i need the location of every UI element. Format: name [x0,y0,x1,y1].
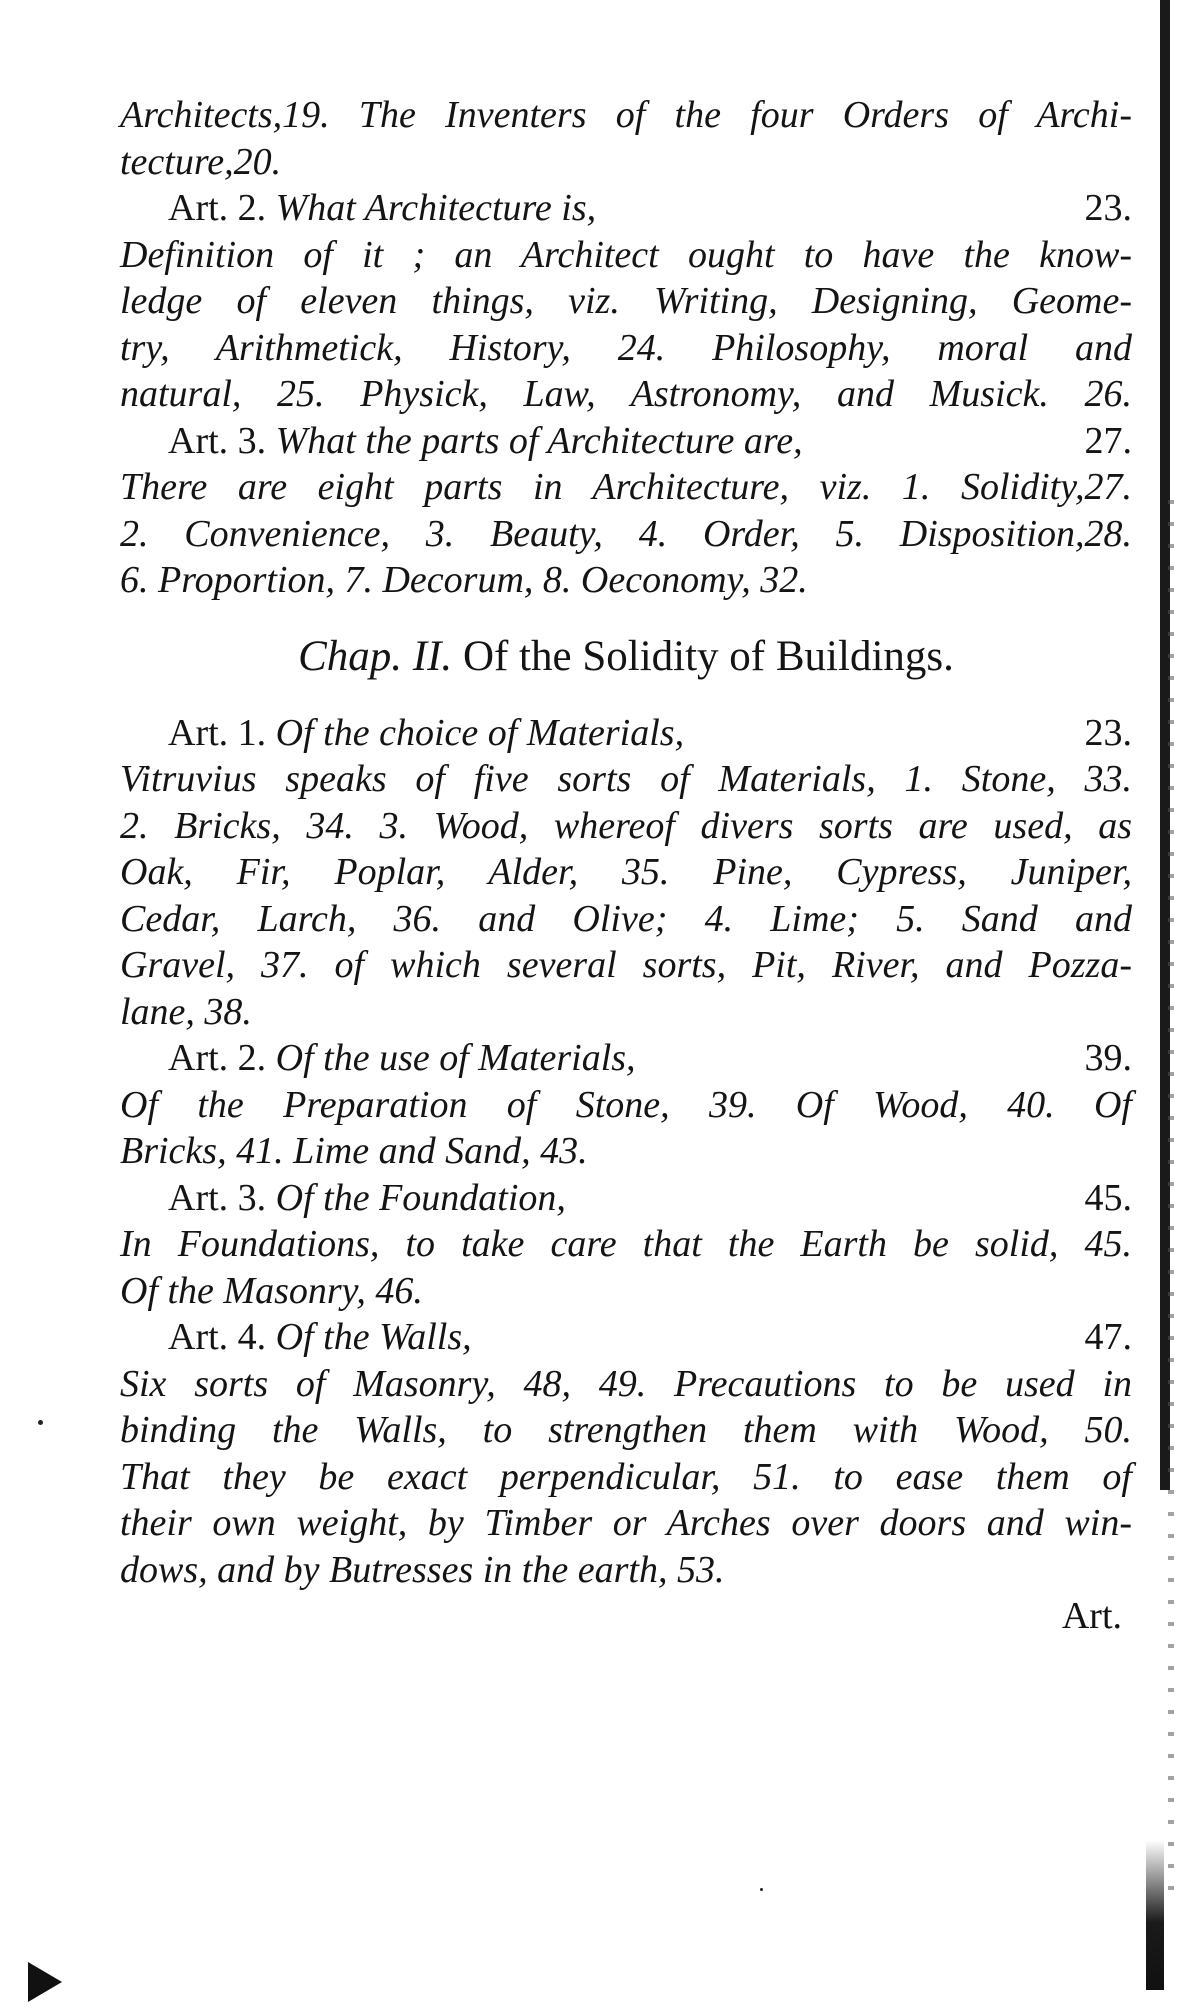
article-title: Of the choice of Materials, [275,711,685,754]
article-label: Art. 1. [168,711,267,754]
article-entry [120,710,1132,757]
text-line: Six sorts of Masonry, 48, 49. Precautions to be used in [120,1362,1132,1405]
text-line: dows, and by Butresses in the earth, 53. [120,1548,725,1591]
chapter-title: Of the Solidity of Buildings. [462,632,954,680]
article-heading [168,418,803,465]
page-edge-shadow [1168,500,1174,1900]
article-label: Art. 2. [168,1037,267,1079]
text-line: tecture,20. [120,140,282,183]
text-line: Gravel, 37. of which several sorts, Pit, River, and Pozza- [120,944,1132,986]
chapter-label: Chap. II. [298,632,453,680]
article-heading [168,1035,636,1082]
article-title: Of the Walls, [275,1316,472,1358]
text-line: Cedar, Larch, 36. and Olive; 4. Lime; 5. Sand and [120,897,1132,940]
article-label: Art. 3. [168,419,267,462]
text-line: Of the Masonry, 46. [120,1269,423,1312]
article-title: Of the use of Materials, [275,1037,636,1079]
text-line: That they be exact perpendicular, 51. to ease them of [120,1455,1132,1498]
text-line: Oak, Fir, Poplar, Alder, 35. Pine, Cypress, Juniper, [120,851,1132,893]
article-label: Art. 4. [168,1316,267,1358]
text-line: 2. Convenience, 3. Beauty, 4. Order, 5. Disposition,28. [120,512,1132,555]
article-page: 39. [1084,1037,1132,1079]
article-heading [168,1175,566,1222]
text-line: natural, 25. Physick, Law, Astronomy, and Musick. 26. [120,373,1132,415]
article-page: 45. [1084,1176,1132,1219]
article-page: 47. [1084,1316,1132,1358]
chapter-heading [120,630,1132,684]
text-line: 2. Bricks, 34. 3. Wood, whereof divers sorts are used, as [120,804,1132,847]
corner-arrow-mark [28,1962,62,2002]
text-line: Bricks, 41. Lime and Sand, 43. [120,1130,588,1172]
text-line: lane, 38. [120,990,252,1033]
article-label: Art. 2. [168,187,267,229]
text-line: There are eight parts in Architecture, viz. 1. Solidity,27. [120,466,1132,508]
article-page: 27. [1084,419,1132,462]
ink-speck [760,1888,763,1891]
article-title: What the parts of Architecture are, [275,419,803,462]
article-heading [168,710,684,757]
text-line: In Foundations, to take care that the Earth be solid, 45. [120,1223,1132,1265]
binding-edge-bottom [1146,1840,1164,1990]
article-entry [120,418,1132,465]
text-line: their own weight, by Timber or Arches over doors and win- [120,1502,1132,1544]
article-label: Art. 3. [168,1176,267,1219]
article-entry [120,185,1132,232]
text-line: ledge of eleven things, viz. Writing, Designing, Geome- [120,280,1132,322]
table-of-contents [120,92,1132,1640]
article-title: What Architecture is, [275,187,597,229]
ink-speck [38,1420,43,1425]
text-line: binding the Walls, to strengthen them with Wood, 50. [120,1409,1132,1451]
text-line: try, Arithmetick, History, 24. Philosophy, moral and [120,326,1132,369]
text-line: 6. Proportion, 7. Decorum, 8. Oeconomy, 32. [120,559,808,601]
article-entry [120,1035,1132,1082]
text-line: Architects,19. The Inventers of the four Orders of Archi- [120,94,1132,136]
text-line: Of the Preparation of Stone, 39. Of Wood, 40. Of [120,1083,1132,1126]
text-line: Vitruvius speaks of five sorts of Materials, 1. Stone, 33. [120,758,1132,800]
article-entry [120,1314,1132,1361]
article-title: Of the Foundation, [275,1176,566,1219]
catchword: Art. [1061,1595,1122,1637]
article-heading [168,185,596,232]
article-page: 23. [1084,187,1132,229]
article-heading [168,1314,472,1361]
text-line: Definition of it ; an Architect ought to have the know- [120,233,1132,276]
article-entry [120,1175,1132,1222]
article-page: 23. [1084,711,1132,754]
